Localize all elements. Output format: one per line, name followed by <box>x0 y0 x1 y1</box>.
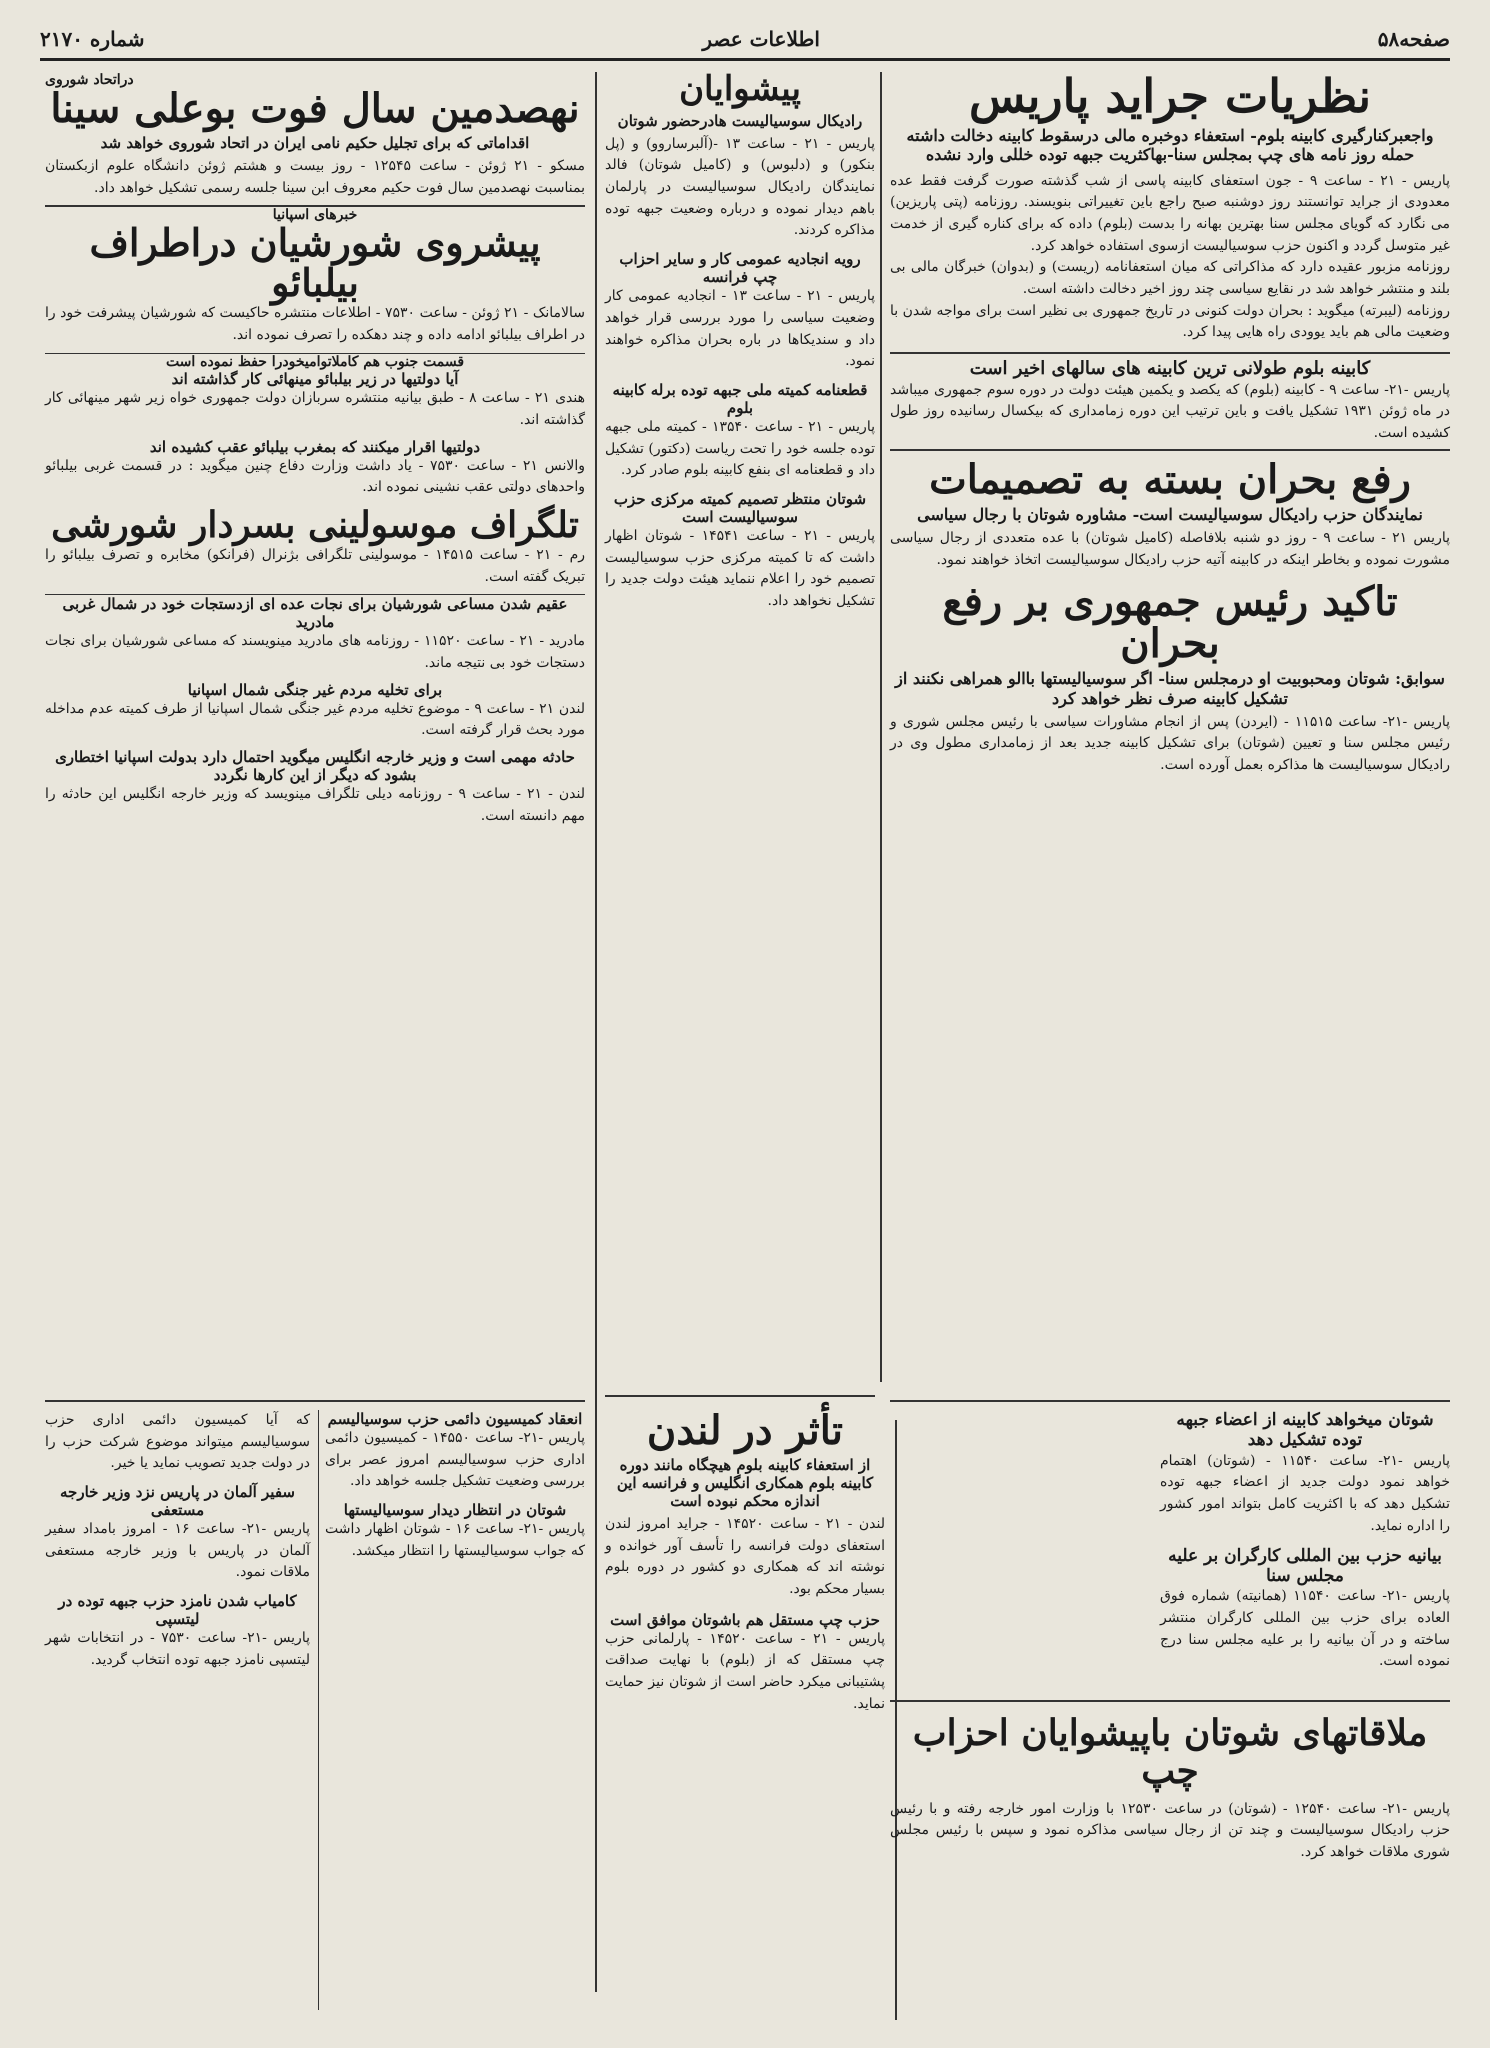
subheadline: از استعفاء کابینه بلوم هیچگاه مانند دوره کابینه بلوم همکاری انگلیس و فرانسه این اندازه محکم نبوده است <box>616 1456 874 1510</box>
column-rule <box>318 1410 319 2010</box>
headline-president: تاکید رئیس جمهوری بر رفع بحران <box>942 578 1398 668</box>
section-tag: دراتحاد شوروی <box>45 72 134 88</box>
subheadline: دولتیها اقرار میکنند که بمغرب بیلبائو عقب کشیده اند <box>149 437 481 456</box>
article-body: رم - ۲۱ - ساعت ۱۴۵۱۵ - موسولینی تلگرافی بژنرال (فرانکو) مخابره و تصرف بیلبائو را تبریک گفته است. <box>45 546 586 585</box>
article-body: مادرید - ۲۱ - ساعت ۱۱۵۲۰ - روزنامه های مادرید مینویسند که مساعی شورشیان برای نجات دستجات خود بی نتیجه ماند. <box>45 633 586 671</box>
box-title: بیانیه حزب بین المللی کارگران بر علیه مجلس سنا <box>1168 1545 1442 1586</box>
article-body: لندن ۲۱ - ساعت ۹ - موضوع تخلیه مردم غیر جنگی شمال اسپانیا از طرف کمیته عدم مداخله مورد بحث قرار گرفته است. <box>45 700 586 739</box>
headline-mussolini: تلگراف موسولینی بسردار شورشی <box>51 504 579 547</box>
headline-chautemps-meetings: ملاقاتهای شوتان باپیشوایان احزاب چپ <box>912 1712 1428 1792</box>
subheadline: رویه انجادیه عمومی کار و سایر احزاب چپ فرانسه <box>619 250 861 287</box>
headline-bilbao: پیشروی شورشیان دراطراف بیلبائو <box>89 220 541 306</box>
subheadline: حادثه مهمی است و وزیر خارجه انگلیس میگوید احتمال دارد بدولت اسپانیا اختطاری بشود که دیگر از این کارها نگردد <box>55 748 575 784</box>
subheadline: اقداماتی که برای تجلیل حکیم نامی ایران در اتحاد شوروی خواهد شد <box>100 134 530 152</box>
headline-london: تأثر در لندن <box>646 1407 844 1454</box>
subheadline-paris-press: واجعبرکنارگیری کابینه بلوم- استعفاء دوخبره مالی درسقوط کابینه دخالت داشته حمله روز نامه های چپ بمجلس سنا-بهاکثریت جبهه توده خللی وارد نشده <box>906 126 1434 165</box>
masthead-bar <box>40 20 1450 61</box>
box-body: پاریس -۲۱- ساعت ۹ - کابینه (بلوم) که یکصد و یکمین هیئت دولت در دوره سوم جمهوری میباشد در ماه ژوئن ۱۹۳۱ تشکیل یافت و باین ترتیب این دوره زمامداری که بیکسال رسانیده روز طول کشیده است. <box>890 381 1450 442</box>
column-rule <box>880 72 882 1382</box>
right-column <box>890 69 1450 777</box>
article-body: سالامانک - ۲۱ ژوئن - ساعت ۷۵۳۰ - اطلاعات منتشره حاکیست که شورشیان پیشرفت خود را در اطراف بیلبائو ادامه داده و چند دهکده را تصرف نموده اند. <box>45 305 586 343</box>
article-body: که آیا کمیسیون دائمی اداری حزب سوسیالیسم میتواند موضوع شرکت حزب را در دولت جدید تصویب نماید یا خیر. <box>45 1412 310 1472</box>
article-body: پاریس -۲۱- ساعت ۱۶ - امروز بامداد سفیر آلمان در پاریس با وزیر خارجه مستعفی ملاقات نمود. <box>45 1521 311 1581</box>
issue-number: شماره ۲۱۷۰ <box>40 27 145 51</box>
section-rule <box>605 1395 875 1397</box>
middle-lower-column <box>605 1407 885 1716</box>
section-rule <box>45 1400 585 1402</box>
box-title: کابینه بلوم طولانی ترین کابینه های سالهای اخیر است <box>969 358 1371 380</box>
box-body: پاریس -۲۱- ساعت ۱۱۵۴۰ - (شوتان) اهتمام خواهد نمود دولت جدید از اعضاء جبهه توده تشکیل دهد که با اکثریت کامل بتواند امور کشور را اداره نماید. <box>1160 1452 1450 1534</box>
column-rule <box>595 72 597 1992</box>
box-title: شوتان میخواهد کابینه از اعضاء جبهه توده تشکیل دهد <box>1176 1410 1434 1451</box>
box-body: پاریس -۲۱- ساعت ۱۱۵۴۰ (همانیته) شماره فوق العاده برای حزب بین المللی کارگران منتشر ساخته و در آن بیانیه را بر علیه مجلس سنا درج نموده است. <box>1160 1588 1450 1670</box>
right-bottom-article <box>890 1712 1450 1864</box>
article-body: لندن - ۲۱ - ساعت ۱۴۵۲۰ - جراید امروز لندن استعفای دولت فرانسه را تأسف آور خوانده و نوشته اند که همکاری دو کشور در دوره بلوم بسیار محکم بود. <box>605 1516 885 1598</box>
subheadline: شوتان در انتظار دیدار سوسیالیستها <box>343 1501 567 1520</box>
subheadline: انعقاد کمیسیون دائمی حزب سوسیالیسم <box>327 1410 583 1428</box>
subheadline: برای تخلیه مردم غیر جنگی شمال اسپانیا <box>187 680 443 699</box>
subheadline: نمایندگان حزب رادیکال سوسیالیست است- مشاوره شوتان با رجال سیاسی <box>917 504 1423 524</box>
article-body: هندی ۲۱ - ساعت ۸ - طبق بیانیه منتشره سربازان دولت جمهوری خواه زیر شهر مینهائی کار گذاشته اند. <box>45 390 585 429</box>
subheadline: آیا دولتیها در زیر بیلبائو مینهائی کار گذاشته اند <box>171 370 459 389</box>
subheadline: رادیکال سوسیالیست هادرحضور شوتان <box>617 111 863 130</box>
paper-name: اطلاعات عصر <box>702 27 820 51</box>
subheadline: عقیم شدن مساعی شورشیان برای نجات عده ای ازدستجات خود در شمال غربی مادرید <box>45 594 585 631</box>
article-body: پاریس -۲۱- ساعت ۱۴۵۵۰ - کمیسیون دائمی اداری حزب سوسیالیسم امروز عصر برای بررسی وضعیت تشکیل جلسه خواهد داد. <box>325 1430 586 1490</box>
headline-paris-press: نظریات جراید پاریس <box>968 69 1372 123</box>
subheadline: سفیر آلمان در پاریس نزد وزیر خارجه مستعفی <box>60 1483 295 1520</box>
headline-avicenna: نهصدمین سال فوت بوعلی سینا <box>50 85 580 132</box>
article-body: پاریس -۲۱- ساعت ۷۵۳۰ - در انتخابات شهر لیتسپی نامزد جبهه توده انتخاب گردید. <box>45 1630 310 1668</box>
article-body: پاریس ۲۱ - ساعت ۹ - روز دو شنبه بلافاصله (کامیل شوتان) با عده متعددی از رجال سیاسی مشورت نموده و بخاطر اینکه در کابینه آتیه حزب رادیکال سوسیالیست اتخاذ خواهند نمود. <box>890 530 1450 568</box>
left-lower-a <box>45 1410 310 1672</box>
article-body: پاریس - ۲۱ - ساعت ۱۴۵۴۱ - شوتان اظهار داشت که تا کمیته مرکزی حزب سوسیالیست تصمیم خود را اعلام ننماید هیئت دولت جدید را تشکیل نخواهد داد. <box>605 527 875 609</box>
article-body: پاریس - ۲۱ - ساعت ۹ - جون استعفای کابینه پاسی از شب گذشته صورت گرفت فقط عده معدودی از جراید توانستند روز دوشنبه صبح راجع باین تغییراتی بنویسند. روزنامه (پتی پاریزین) می نگارد که گویای مجلس سنا بهترین بهانه را بدست (بلوم) داده که برای کناره گیری از خدمت غیر متوسل گردد و اکنون حزب سوسیالیست ازسوی استفاده خواهد کرد. <box>890 172 1450 254</box>
article-body: روزنامه (لیبرته) میگوید : بحران دولت کنونی در تاریخ جمهوری بی نظیر است برای مواجه شدن با وضعیت مالی هم باید یوودی راه هایی پیدا کرد. <box>890 302 1450 341</box>
section-tag: خبرهای اسپانیا <box>45 205 585 223</box>
article-body: روزنامه مزبور عقیده دارد که مذاکراتی که میان استعفانامه (ریست) و (بدوان) خبرگان مالی بی بلند و منتشر خواهد شد در نقایع سیاسی چند روز اخیر دخالت داشته است. <box>890 259 1450 298</box>
section-rule <box>890 1400 1450 1402</box>
subheadline: شوتان منتظر تصمیم کمیته مرکزی حزب سوسیالیست است <box>613 489 867 526</box>
article-body: پاریس - ۲۱ - ساعت ۱۳ -(آلبرساروو) و (پل بنکور) و (دلبوس) و (کامیل شوتان) فالد نمایندگان رادیکال سوسیالیست در پارلمان باهم دیدار نموده و درباره وضعیت جبهه توده مذاکره کردند. <box>605 135 875 239</box>
headline-leaders: پیشوایان <box>679 69 801 109</box>
article-body: پاریس -۲۱- ساعت ۱۲۵۴۰ - (شوتان) در ساعت ۱۲۵۳۰ با وزارت امور خارجه رفته و با رئیس حزب رادیکال سوسیالیست و چند تن از رجال سیاسی مذاکره نمود و سپس با رئیس مجلس شوری ملاقات خواهد کرد. <box>890 1800 1450 1860</box>
article-body: لندن - ۲۱ - ساعت ۹ - روزنامه دیلی تلگراف مینویسد که وزیر خارجه انگلیس این حادثه را مهم دانسته است. <box>45 786 585 824</box>
left-lower-b <box>325 1410 585 1562</box>
subheadline: قسمت جنوب هم کاملاتوامیخودرا حفظ نموده است <box>45 353 585 371</box>
article-body: پاریس -۲۱- ساعت ۱۱۵۱۵ - (ایردن) پس از انجام مشاورات سیاسی با رئیس مجلس شوری و رئیس مجلس سنا و تعیین (شوتان) برای تشکیل کابینه جدید بعد از زمامداری مطول وی در رادیکال سوسیالیست ها مذاکره بعمل آورده است. <box>890 713 1450 774</box>
right-lower-box <box>1160 1410 1450 1673</box>
left-column <box>45 72 585 827</box>
subheadline: سوابق: شوتان ومحبوبیت او درمجلس سنا- اگر سوسیالیستها باالو همراهی نکنند از تشکیل کابینه صرف نظر خواهد کرد <box>895 669 1445 708</box>
subheadline: حزب چپ مستقل هم باشوتان موافق است <box>610 1610 880 1629</box>
article-body: پاریس - ۲۱ - ساعت ۱۳۵۴۰ - کمیته ملی جبهه توده جلسه خود را تحت ریاست (دکتور) تشکیل داد و قطعنامه ای بنفع کابینه بلوم صادر کرد. <box>605 418 875 479</box>
article-body: والانس ۲۱ - ساعت ۷۵۳۰ - یاد داشت وزارت دفاع چنین میگوید : در قسمت غربی بیلبائو واحدهای دولتی عقب نشینی نموده اند. <box>45 457 585 496</box>
page-number: صفحه۵۸ <box>1377 27 1450 51</box>
headline-crisis-resolution: رفع بحران بسته به تصمیمات <box>929 455 1411 503</box>
article-body: پاریس - ۲۱ - ساعت ۱۳ - انجادیه عمومی کار وضعیت سیاسی را مورد بررسی قرار خواهد داد و سندیکاها در باره بحران مذاکره خواهند نمود. <box>605 288 876 370</box>
subheadline: قطعنامه کمیته ملی جبهه توده برله کابینه بلوم <box>612 380 868 417</box>
subheadline: کامیاب شدن نامزد حزب جبهه توده در لیتسپی <box>58 1592 297 1629</box>
article-body: مسکو - ۲۱ ژوئن - ساعت ۱۲۵۴۵ - روز بیست و هشتم ژوئن دانشگاه علوم ازبکستان بمناسبت نهصدمین سال فوت حکیم معروف ابن سینا جلسه رسمی تشکیل خواهد داد. <box>45 158 585 196</box>
box-blum-cabinet <box>890 352 1450 451</box>
article-body: پاریس - ۲۱ - ساعت ۱۴۵۲۰ - پارلمانی حزب چپ مستقل که از (بلوم) با نهایت صداقت پشتیبانی میکرد حاضر است از شوتان نیز حمایت نماید. <box>605 1630 885 1712</box>
article-body: پاریس -۲۱- ساعت ۱۶ - شوتان اظهار داشت که جواب سوسیالیستها را انتظار میکشد. <box>325 1521 585 1559</box>
section-rule <box>890 1700 1450 1702</box>
middle-column <box>605 69 876 613</box>
